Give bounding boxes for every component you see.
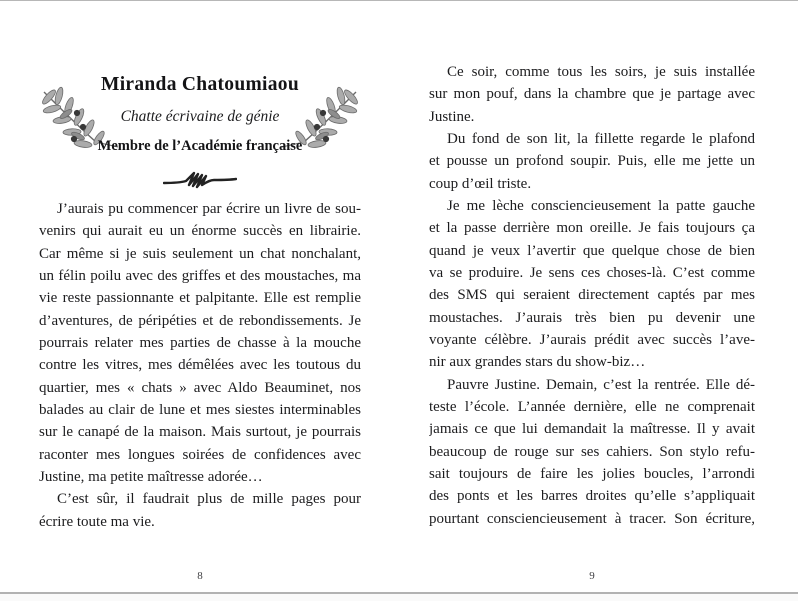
text-line: quartier, mes « chats » avec Aldo Beauminet, nos xyxy=(39,379,361,396)
text-line: sait toujours de faire les jolies boucles, l’arrondi xyxy=(429,465,755,482)
text-line: quand je veux l’avertir que quelque chose de bien xyxy=(429,242,755,259)
text-line: Pauvre Justine. Demain, c’est la rentrée. Elle dé- xyxy=(447,376,755,393)
text-line: des SMS qui seraient directement captés par mes xyxy=(429,287,755,304)
text-line: contre les vitres, mes démêlées avec les toutous du xyxy=(39,357,361,374)
window-bottom-strip xyxy=(0,594,798,601)
text-line: pourtant consciencieusement à tracer. Son écriture, xyxy=(429,510,755,527)
text-line: beaucoup de rouge sur ses cahiers. Son stylo refu- xyxy=(429,443,755,460)
text-line: voyante célèbre. J’aurais prédit avec succès l’ave- xyxy=(429,331,755,348)
book-subtitle: Chatte écrivaine de génie xyxy=(120,108,280,125)
text-line: coup d’œil triste. xyxy=(429,175,532,192)
text-line: Justine, ma petite maîtresse adorée… xyxy=(39,468,263,485)
body-text xyxy=(429,61,755,530)
text-line: Car même si je suis seulement un chat nonchalant, xyxy=(39,245,361,262)
author-affiliation: Membre de l’Académie française xyxy=(97,138,303,154)
text-line: sur le canapé de la maison. Mais surtout, je pourrais xyxy=(39,424,361,441)
page-number-left: 8 xyxy=(197,570,203,582)
text-line: et pousse un profond soupir. Puis, elle me jette un xyxy=(429,153,755,170)
right-page xyxy=(429,0,755,601)
text-line: sur mon pouf, dans la chambre que je partage avec xyxy=(429,86,755,103)
text-line: et la passe derrière mon oreille. Je fais toujours ça xyxy=(429,220,755,237)
text-line: jamais ce que lui demandait la maîtresse. Il y avait xyxy=(429,421,755,438)
text-line: Je me lèche consciencieusement la patte gauche xyxy=(447,197,755,214)
text-line: moustaches. J’aurais très bien pu devenir une xyxy=(429,309,755,326)
rope-squiggle-divider-icon xyxy=(163,170,237,192)
text-line: nir aux grandes stars du show-biz… xyxy=(429,354,646,371)
text-line: un félin poilu avec des griffes et des moustaches, ma xyxy=(39,267,361,284)
text-line: pourrais relater mes parties de chasse à la mouche xyxy=(39,334,361,351)
text-line: venirs qui aurait eu un énorme succès en librairie. xyxy=(39,223,361,240)
text-line: va se produire. Je sens ces choses-là. C’est comme xyxy=(429,264,755,281)
text-line: Ce soir, comme tous les soirs, je suis installée xyxy=(447,64,755,80)
text-line: d’aventures, de péripéties et de rebondissements. Je xyxy=(39,312,361,329)
text-line: Justine. xyxy=(429,108,475,125)
body-text xyxy=(39,198,361,533)
text-line: des ponts et les barres droites qu’elle s’appliquait xyxy=(429,488,755,505)
text-line: balades au clair de lune et mes siestes interminables xyxy=(39,401,361,418)
text-line: raconter mes longues soirées de confidences avec xyxy=(39,446,361,463)
text-line: vie reste passionnante et palpitante. Elle est remplie xyxy=(39,290,361,307)
text-line: J’aurais pu commencer par écrire un livre de sou- xyxy=(57,201,361,217)
book-title: Miranda Chatoumiaou xyxy=(100,74,299,95)
left-page xyxy=(39,0,361,601)
page-number-right: 9 xyxy=(589,570,595,582)
text-line: C’est sûr, il faudrait plus de mille pages pour xyxy=(57,491,361,508)
text-line: teste l’école. L’année dernière, elle ne comprenait xyxy=(429,398,755,415)
text-line: écrire toute ma vie. xyxy=(39,513,155,530)
text-line: Du fond de son lit, la fillette regarde le plafond xyxy=(447,130,755,147)
